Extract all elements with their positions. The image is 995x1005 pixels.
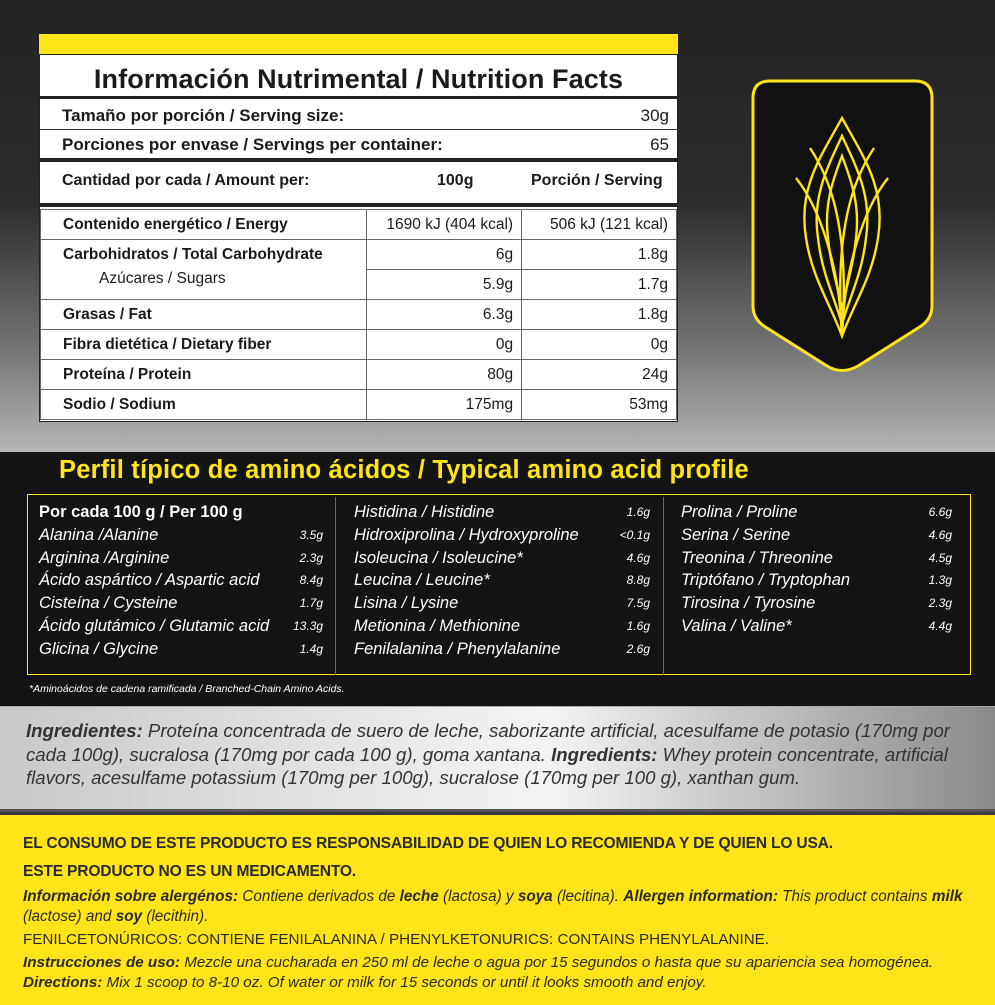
list-item	[39, 640, 323, 663]
row-label: Grasas / Fat	[41, 300, 367, 330]
list-item	[354, 640, 650, 663]
amino-value: 8.8g	[626, 573, 650, 588]
amino-footnote: *Aminoácidos de cadena ramificada / Branched-Chain Amino Acids.	[29, 683, 345, 695]
serving-size-value: 30g	[640, 105, 669, 125]
row-label: Fibra dietética / Dietary fiber	[41, 330, 367, 360]
nutrition-facts-panel	[39, 54, 678, 422]
amino-value: 1.3g	[928, 573, 952, 588]
list-item	[681, 503, 952, 526]
amino-name: Histidina / Histidine	[354, 503, 495, 521]
list-item	[354, 549, 650, 572]
amino-name: Alanina /Alanine	[39, 525, 159, 544]
amino-name: Glicina / Glycine	[39, 639, 159, 658]
list-item	[354, 617, 650, 640]
ingredients-label-en: Ingredients:	[551, 743, 658, 765]
rule-thick	[40, 158, 677, 162]
allergen-soy-en: soy	[115, 907, 143, 925]
amino-title: Perfil típico de amino ácidos / Typical amino acid profile	[59, 456, 749, 484]
list-item	[39, 594, 323, 617]
table-row	[41, 210, 677, 240]
allergen-label-es: Información sobre alergénos:	[23, 888, 239, 905]
allergen-text: (lecitina).	[552, 888, 624, 905]
amino-name: Hidroxiprolina / Hydroxyproline	[354, 525, 579, 544]
column-divider	[335, 497, 336, 675]
amino-value: 6.6g	[928, 505, 952, 519]
amount-header-row	[62, 172, 667, 196]
servings-value: 65	[650, 134, 669, 154]
amino-value: 8.4g	[299, 573, 323, 588]
amino-value: 4.4g	[928, 618, 952, 633]
directions-label-es: Instrucciones de uso:	[23, 954, 180, 971]
row-per100: 1690 kJ (404 kcal)	[367, 210, 522, 240]
allergen-soy-es: soya	[517, 888, 553, 905]
amino-name: Lisina / Lysine	[354, 594, 459, 613]
row-serving: 0g	[522, 330, 677, 360]
amino-column-1	[39, 503, 323, 663]
table-row	[41, 390, 677, 420]
amino-name: Prolina / Proline	[681, 503, 798, 521]
amino-value: 13.3g	[292, 618, 323, 633]
amino-value: 2.3g	[299, 550, 323, 565]
row-serving: 1.8g	[522, 300, 677, 330]
allergen-info	[23, 887, 983, 926]
amino-value: 1.6g	[626, 505, 650, 519]
amino-value: 1.6g	[626, 618, 650, 633]
list-item	[39, 617, 323, 640]
allergen-label-en: Allergen information:	[623, 888, 778, 905]
row-label: Contenido energético / Energy	[41, 210, 367, 240]
amino-value: 4.6g	[626, 550, 650, 565]
allergen-text: Contiene derivados de	[238, 888, 400, 905]
yellow-strip	[39, 34, 678, 54]
serving-size-row	[62, 101, 669, 130]
allergen-text: This product contains	[777, 888, 932, 905]
amino-name: Valina / Valine*	[681, 616, 792, 635]
table-row	[41, 240, 677, 270]
servings-row	[62, 130, 669, 159]
amount-label: Cantidad por cada / Amount per:	[62, 172, 310, 189]
amino-name: Ácido glutámico / Glutamic acid	[39, 616, 270, 635]
amino-value: 2.6g	[626, 641, 650, 656]
table-row	[41, 360, 677, 390]
row-per100: 0g	[367, 330, 522, 360]
allergen-milk-es: leche	[399, 888, 439, 905]
row-label: Azúcares / Sugars	[41, 270, 367, 300]
table-row	[41, 330, 677, 360]
amino-name: Cisteína / Cysteine	[39, 594, 178, 613]
amino-name: Isoleucina / Isoleucine*	[354, 548, 523, 567]
list-item	[354, 503, 650, 526]
row-serving: 24g	[522, 360, 677, 390]
amino-name: Triptófano / Tryptophan	[681, 571, 851, 590]
amino-name: Leucina / Leucine*	[354, 571, 490, 590]
amino-name: Treonina / Threonine	[681, 548, 833, 567]
amino-value: 7.5g	[626, 596, 650, 611]
amino-value: 1.4g	[299, 641, 323, 656]
not-medicine-warning: ESTE PRODUCTO NO ES UN MEDICAMENTO.	[23, 863, 356, 880]
list-item	[681, 594, 952, 617]
row-per100: 5.9g	[367, 270, 522, 300]
amino-value: 2.3g	[928, 596, 952, 611]
row-serving: 1.8g	[522, 240, 677, 270]
directions-label-en: Directions:	[23, 973, 103, 991]
row-per100: 6g	[367, 240, 522, 270]
list-item	[681, 526, 952, 549]
amino-name: Metionina / Methionine	[354, 616, 521, 635]
row-per100: 175mg	[367, 390, 522, 420]
amino-value: 4.6g	[928, 527, 952, 542]
row-per100: 80g	[367, 360, 522, 390]
directions-text-en: Mix 1 scoop to 8-10 oz. Of water or milk for 15 seconds or until it looks smooth and enjoy.	[102, 973, 707, 991]
serving-size-label: Tamaño por porción / Serving size:	[62, 105, 345, 125]
allergen-milk-en: milk	[931, 888, 963, 905]
ingredients-text	[26, 719, 981, 790]
row-serving: 1.7g	[522, 270, 677, 300]
rule-thick	[40, 203, 677, 207]
col-100g-header: 100g	[437, 172, 474, 189]
column-divider	[663, 497, 664, 675]
phenylketonurics-warning: FENILCETONÚRICOS: CONTIENE FENILALANINA / PHENYLKETONURICS: CONTAINS PHENYLALANINE.	[23, 931, 770, 948]
amino-value: 1.7g	[299, 596, 323, 611]
row-label: Carbohidratos / Total Carbohydrate	[41, 240, 367, 270]
ingredients-section	[0, 706, 995, 812]
amino-value: 4.5g	[928, 550, 952, 565]
col-serving-header: Porción / Serving	[531, 172, 663, 189]
nutrition-table	[40, 209, 677, 420]
amino-name: Ácido aspártico / Aspartic acid	[39, 571, 260, 590]
amino-column-3	[681, 503, 952, 640]
responsibility-warning: EL CONSUMO DE ESTE PRODUCTO ES RESPONSABILIDAD DE QUIEN LO RECOMIENDA Y DE QUIEN LO USA.	[23, 835, 833, 852]
allergen-text: (lecithin).	[142, 907, 209, 925]
table-row	[41, 270, 677, 300]
ingredients-label-es: Ingredientes:	[26, 720, 143, 741]
amino-name: Arginina /Arginine	[39, 548, 170, 567]
list-item	[354, 571, 650, 594]
row-label: Sodio / Sodium	[41, 390, 367, 420]
amino-header: Por cada 100 g / Per 100 g	[39, 503, 243, 521]
row-serving: 506 kJ (121 kcal)	[522, 210, 677, 240]
list-item	[681, 617, 952, 640]
list-item	[681, 549, 952, 572]
amino-name: Fenilalanina / Phenylalanine	[354, 639, 561, 658]
warnings-section	[0, 815, 995, 1005]
amino-column-2	[354, 503, 650, 663]
directions-text-es: Mezcle una cucharada en 250 ml de leche o agua por 15 segundos o hasta que su apariencia sea homogénea.	[179, 954, 934, 971]
servings-label: Porciones por envase / Servings per container:	[62, 134, 443, 154]
row-per100: 6.3g	[367, 300, 522, 330]
amino-name: Serina / Serine	[681, 525, 791, 544]
amino-name: Tirosina / Tyrosine	[681, 594, 816, 613]
allergen-text: (lactosa) y	[438, 888, 518, 905]
brand-emblem-icon	[750, 78, 935, 375]
list-item	[681, 571, 952, 594]
ingredients-text-es: Proteína concentrada de suero de leche, saborizante artificial, acesulfame de potasio (170mg por cada 100g), sucralosa (170mg por cada 100 g), goma xantana.	[26, 720, 950, 765]
ingredients-text-en: Whey protein concentrate, artificial flavors, acesulfame potassium (170mg per 100g), sucralose (170mg per 100 g), xanthan gum.	[26, 743, 948, 789]
allergen-text: (lactose) and	[23, 907, 116, 925]
list-item	[354, 526, 650, 549]
table-row	[41, 300, 677, 330]
list-item	[39, 549, 323, 572]
list-item	[354, 594, 650, 617]
amino-value: <0.1g	[619, 527, 650, 542]
row-serving: 53mg	[522, 390, 677, 420]
amino-value: 3.5g	[299, 527, 323, 542]
directions	[23, 953, 983, 992]
list-item	[39, 526, 323, 549]
row-label: Proteína / Protein	[41, 360, 367, 390]
list-item	[39, 571, 323, 594]
nutrition-title: Información Nutrimental / Nutrition Facts	[40, 59, 677, 99]
